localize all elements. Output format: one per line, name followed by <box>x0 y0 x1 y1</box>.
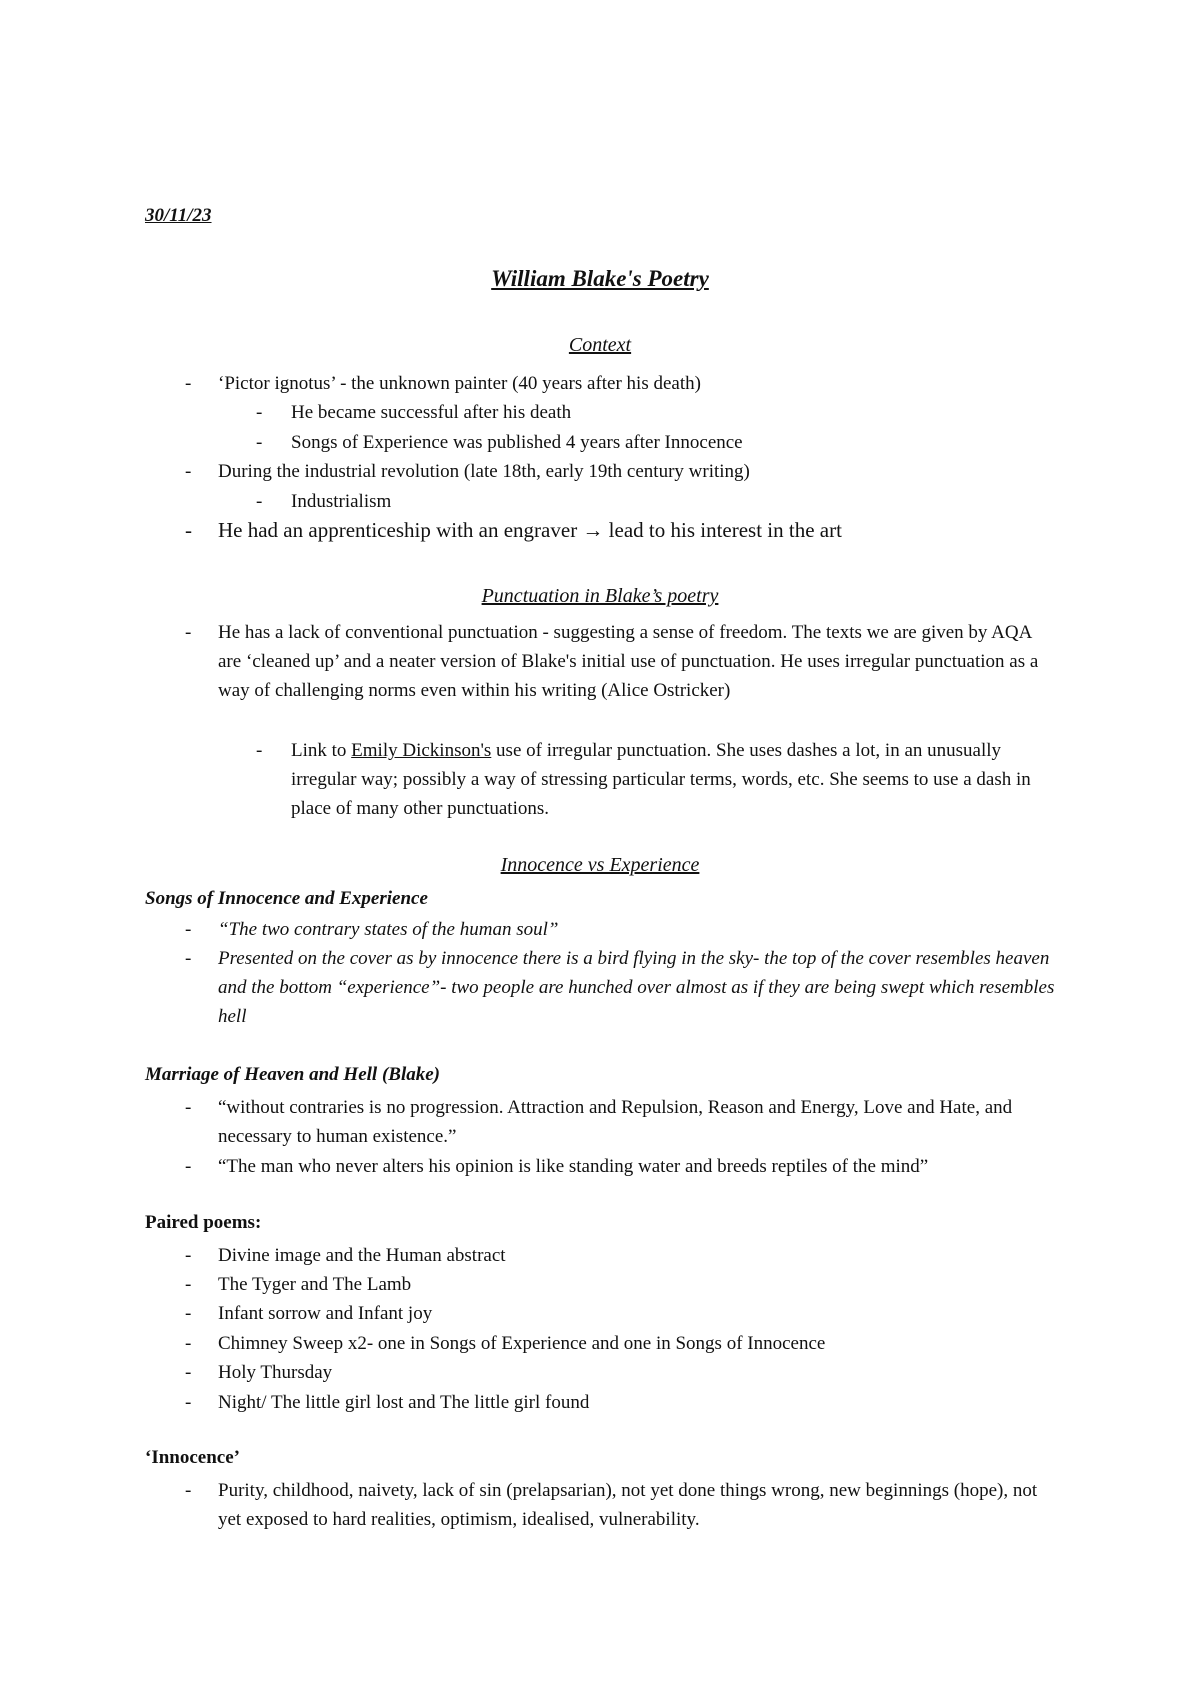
bullet-dash: - <box>185 373 192 394</box>
innocence-vs-experience-heading: Innocence vs Experience <box>500 854 700 876</box>
bullet-dash: - <box>256 402 263 423</box>
bullet-dash: - <box>185 622 192 643</box>
bullet-dash: - <box>256 491 263 512</box>
list-item <box>185 1476 1058 1534</box>
list-item-text: Songs of Experience was published 4 years after Innocence <box>291 432 743 453</box>
list-item <box>256 428 1061 457</box>
bullet-dash: - <box>185 948 192 969</box>
list-item <box>185 516 1058 545</box>
list-item-text: ‘Pictor ignotus’ - the unknown painter (40 years after his death) <box>218 373 701 394</box>
list-item <box>185 1329 1058 1358</box>
bullet-dash: - <box>185 1362 192 1383</box>
list-item <box>185 1093 1058 1151</box>
bullet-dash: - <box>256 740 263 761</box>
bullet-dash: - <box>185 919 192 940</box>
list-item-text: Divine image and the Human abstract <box>218 1245 506 1266</box>
list-item-text: Industrialism <box>291 491 392 512</box>
list-item <box>185 618 1058 705</box>
bullet-dash: - <box>185 1274 192 1295</box>
page-title: William Blake's Poetry <box>491 266 709 291</box>
bullet-dash: - <box>185 1303 192 1324</box>
list-item-text: He had an apprenticeship with an engraver → lead to his interest in the art <box>218 518 842 542</box>
list-item <box>185 1270 1058 1299</box>
list-item <box>185 915 1058 944</box>
list-item-text: “The man who never alters his opinion is like standing water and breeds reptiles of the mind” <box>218 1156 929 1177</box>
list-item-text: Night/ The little girl lost and The little girl found <box>218 1392 590 1413</box>
bullet-dash: - <box>185 1097 192 1118</box>
punctuation-heading: Punctuation in Blake’s poetry <box>481 585 719 607</box>
list-item <box>185 1299 1058 1328</box>
list-item-text: “without contraries is no progression. Attraction and Repulsion, Reason and Energy, Love and Hate, and necessary to human existence.” <box>218 1097 1013 1147</box>
marriage-heading: Marriage of Heaven and Hell (Blake) <box>145 1064 440 1085</box>
list-item-text: Chimney Sweep x2- one in Songs of Experience and one in Songs of Innocence <box>218 1333 826 1354</box>
songs-heading: Songs of Innocence and Experience <box>145 888 428 909</box>
list-item-text: He has a lack of conventional punctuation - suggesting a sense of freedom. The texts we are given by AQA are ‘cleaned up’ and a neater version of Blake's initial use of punctuation. He uses irregular punctuation as a way of challenging norms even within his writing (Alice Ostricker) <box>218 622 1039 701</box>
bullet-dash: - <box>185 1480 192 1501</box>
list-item <box>256 736 1061 823</box>
list-item-text: “The two contrary states of the human soul” <box>218 919 559 940</box>
list-item-text: The Tyger and The Lamb <box>218 1274 412 1295</box>
list-item <box>185 1388 1058 1417</box>
list-item <box>185 457 1058 486</box>
list-item-text: He became successful after his death <box>291 402 572 423</box>
list-item-text: use of irregular punctuation. She uses dashes a lot, in an unusually irregular way; possibly a way of stressing particular terms, words, etc. She seems to use a dash in place of many other punctuations. <box>291 740 1031 819</box>
bullet-dash: - <box>185 1245 192 1266</box>
list-item-text: During the industrial revolution (late 18th, early 19th century writing) <box>218 461 750 482</box>
list-item <box>185 1241 1058 1270</box>
list-item-text: Purity, childhood, naivety, lack of sin (prelapsarian), not yet done things wrong, new beginnings (hope), not yet exposed to hard realities, optimism, idealised, vulnerability. <box>218 1480 1038 1530</box>
list-item <box>185 1152 1058 1181</box>
list-item <box>185 369 1058 398</box>
context-heading: Context <box>568 334 632 356</box>
paired-poems-heading: Paired poems: <box>145 1212 262 1233</box>
bullet-dash: - <box>256 432 263 453</box>
date-heading: 30/11/23 <box>145 205 212 226</box>
bullet-dash: - <box>185 518 192 542</box>
list-item-text: Holy Thursday <box>218 1362 333 1383</box>
innocence-heading: ‘Innocence’ <box>145 1447 240 1468</box>
list-item-prefix: Link to <box>291 740 347 761</box>
list-item <box>185 944 1058 1031</box>
list-item <box>185 1358 1058 1387</box>
list-item <box>256 398 1061 427</box>
bullet-dash: - <box>185 1156 192 1177</box>
list-item-text: Infant sorrow and Infant joy <box>218 1303 433 1324</box>
list-item <box>256 487 1061 516</box>
bullet-dash: - <box>185 461 192 482</box>
emily-dickinson-link[interactable]: Emily Dickinson's <box>351 740 492 761</box>
list-item-text: Presented on the cover as by innocence there is a bird flying in the sky- the top of the cover resembles heaven and the bottom “experience”- two people are hunched over almost as if they are being swept which resembles hell <box>218 948 1055 1027</box>
bullet-dash: - <box>185 1392 192 1413</box>
bullet-dash: - <box>185 1333 192 1354</box>
